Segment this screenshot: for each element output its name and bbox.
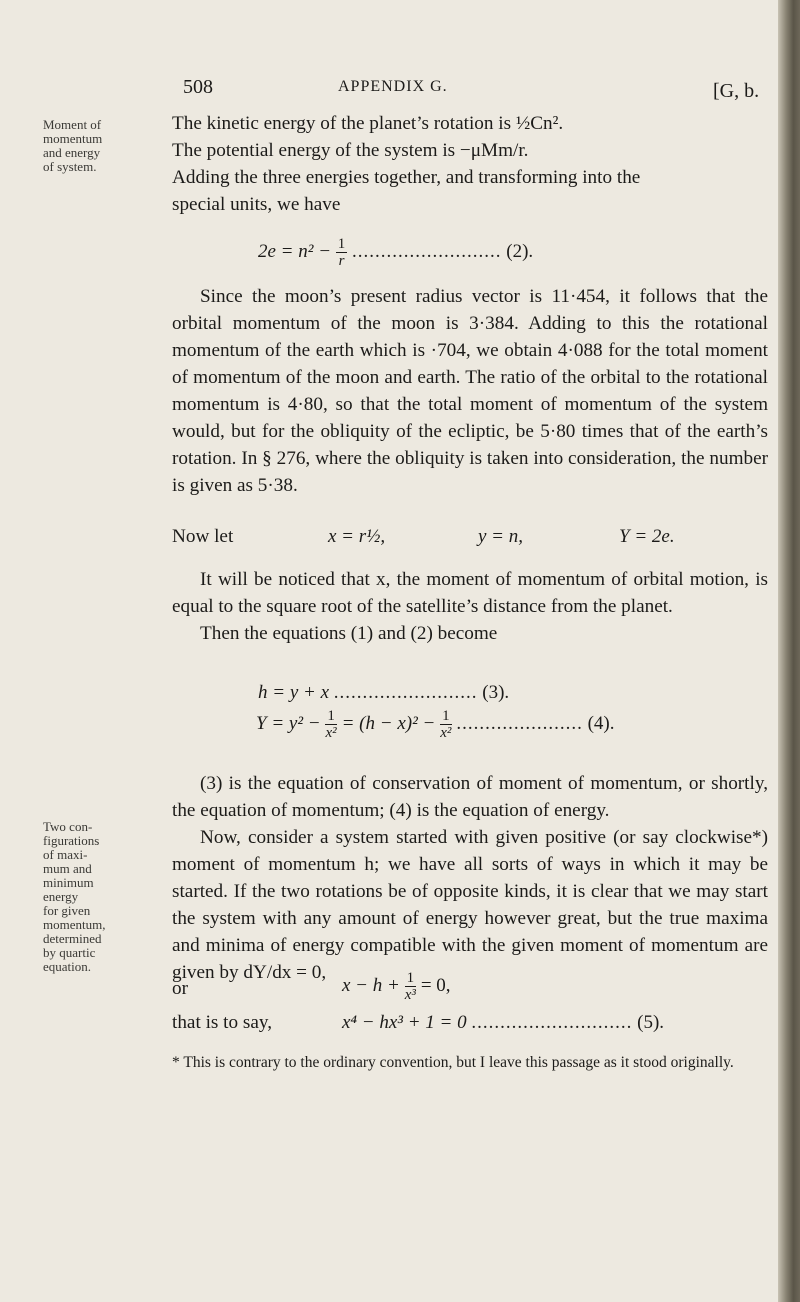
equation-derivative: x − h + $\frac{1}{\text{x³}}$ = 0, bbox=[342, 970, 451, 1003]
margin-line: figurations bbox=[43, 833, 100, 848]
margin-line: Moment of bbox=[43, 117, 102, 132]
margin-line: for given bbox=[43, 903, 91, 918]
adding-line-1: Adding the three energies together, and transforming into the bbox=[172, 167, 641, 188]
text-block-intro bbox=[172, 110, 768, 218]
potential-energy-line: The potential energy of the system is −μMm/r. bbox=[172, 140, 529, 161]
equation-5: x⁴ − hx³ + 1 = 0 ............................ (5). bbox=[342, 1012, 665, 1033]
equation-3: h = y + x ......................... (3). bbox=[258, 682, 510, 703]
margin-line: mum and bbox=[43, 861, 92, 876]
page-edge-shadow bbox=[778, 0, 800, 1302]
equation-3-label: (3). bbox=[482, 682, 510, 703]
page-number: 508 bbox=[183, 76, 213, 98]
paragraph-noticed: It will be noticed that x, the moment of momentum of orbital motion, is equal to the square root of the satellite’s distance from the planet. Then the equations (1) and (2) become bbox=[172, 569, 768, 644]
equation-2-fraction: $\frac{1}{r}$ bbox=[337, 236, 346, 269]
margin-line: and energy bbox=[43, 145, 101, 160]
paragraph-conservation: (3) is the equation of conservation of moment of momentum, or shortly, the equation of momentum; (4) is the equation of energy. Now, consider a system started with given positive (or say clockwise*) moment of momentum h; we have all sorts of ways in which it may be started. If the two rotations be of opposite kinds, it is clear that we may start the system with any amount of energy however great, but the true maxima and minima of energy compatible with the given moment of momentum are given by dY/dx = 0, bbox=[172, 773, 768, 983]
margin-line: equation. bbox=[43, 959, 92, 974]
margin-line: of maxi- bbox=[43, 847, 88, 862]
section-reference: [G, b. bbox=[713, 80, 760, 102]
margin-line: by quartic bbox=[43, 945, 96, 960]
equation-5-label: (5). bbox=[637, 1012, 665, 1033]
margin-note-configurations bbox=[43, 820, 115, 974]
equation-2: 2e = n² − $\frac{1}{r}$ .......................... (2). bbox=[258, 236, 534, 269]
that-is-to-say: that is to say, bbox=[172, 1012, 273, 1033]
margin-line: energy bbox=[43, 889, 79, 904]
equation-or: or bbox=[172, 978, 188, 999]
equation-4-label: (4). bbox=[587, 712, 615, 734]
margin-line: minimum bbox=[43, 875, 94, 890]
margin-line: determined bbox=[43, 931, 102, 946]
margin-line: momentum bbox=[43, 131, 103, 146]
paragraph-since: Since the moon’s present radius vector is 11·454, it follows that the orbital momentum of the moon is 3·384. Adding to this the rotational momentum of the earth which is ·704, we obtain 4·088 for the total moment of momentum of the moon and earth. The ratio of the orbital to the rotational momentum is 4·80, so that the total moment of momentum of the system would, but for the obliquity of the ecliptic, be 5·80 times that of the earth’s rotation. In § 276, where the obliquity is taken into consideration, the number is given as 5·38. bbox=[172, 286, 768, 496]
kinetic-energy-line: The kinetic energy of the planet’s rotation is ½Cn². bbox=[172, 113, 564, 134]
running-head: APPENDIX G. bbox=[338, 78, 448, 95]
margin-note-moment bbox=[43, 118, 115, 174]
margin-line: of system. bbox=[43, 159, 97, 174]
now-let-line: Now let x = r½, y = n, Y = 2e. bbox=[172, 526, 675, 547]
equation-4: Y = y² − $\frac{1}{\text{x²}}$ = (h − x)² − $\frac{1}{\text{x²}}$ ...................... (4). bbox=[256, 708, 615, 741]
page-header bbox=[0, 76, 800, 112]
footnote: * This is contrary to the ordinary convention, but I leave this passage as it stood originally. bbox=[172, 1054, 734, 1071]
margin-line: momentum, bbox=[43, 917, 106, 932]
margin-line: Two con- bbox=[43, 819, 93, 834]
adding-line-2: special units, we have bbox=[172, 194, 341, 215]
equation-2-label: (2). bbox=[506, 240, 534, 262]
